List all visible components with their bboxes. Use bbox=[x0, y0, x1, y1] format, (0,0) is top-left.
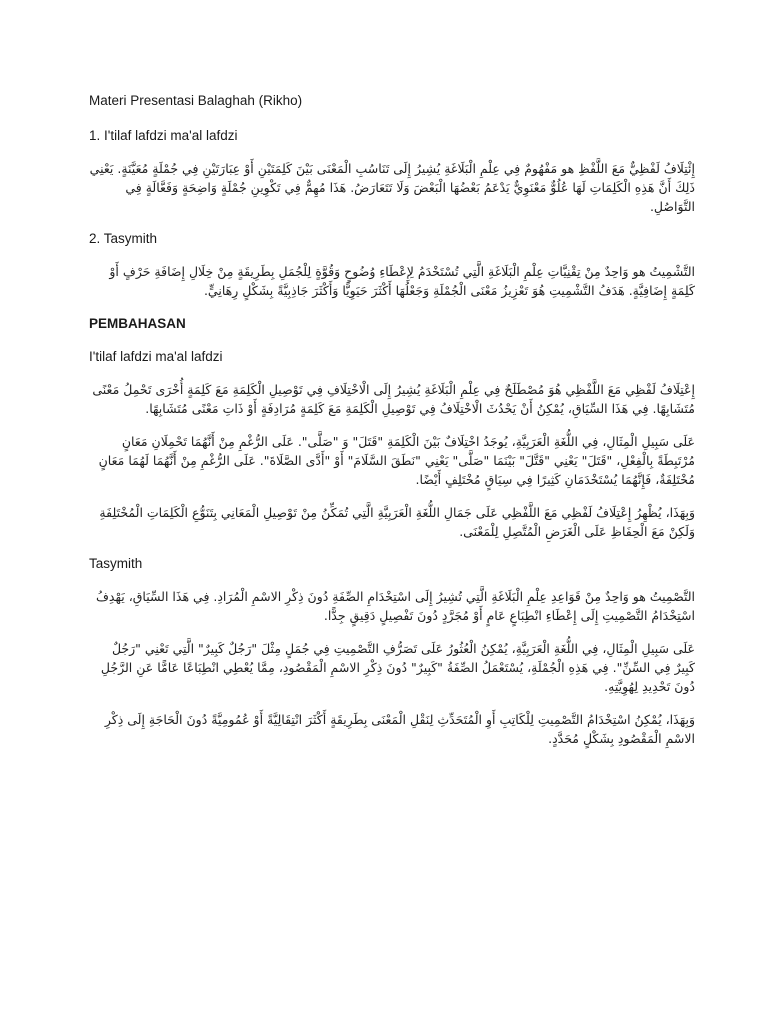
document-title: Materi Presentasi Balaghah (Rikho) bbox=[89, 93, 303, 108]
arabic-paragraph-tasymith-conclusion: وَبِهَذَا، يُمْكِنُ اسْتِخْدَامُ التَّصْمِيتِ لِلْكَاتِبِ أَوِ الْمُتَحَدِّثِ لِنَقْلِ الْمَعْنَى بِطَرِيقَةٍ أَكْثَرَ انْتِقَالِيَّةً أَوْ عُمُومِيَّةً دُونَ الْحَاجَةِ إِلَى ذِكْرِ الاسْمِ الْمَقْصُودِ بِشَكْلٍ مُحَدَّدٍ. bbox=[104, 712, 695, 746]
section-heading-itilaf: 1. I'tilaf lafdzi ma'al lafdzi bbox=[89, 128, 238, 143]
section-heading-tasymith: 2. Tasymith bbox=[89, 231, 158, 246]
arabic-paragraph-itilaf-example: عَلَى سَبِيلِ الْمِثَالِ، فِي اللُّغَةِ الْعَرَبِيَّةِ، يُوجَدُ اخْتِلَافٌ بَيْنَ الْكَلِمَةِ "قَتَلَ" وَ "صَلَّى". عَلَى الرُّغْمِ مِنْ أَنَّهُمَا تَحْمِلَانِ مَعَانٍ مُرْتَبِطَةً بِالْفِعْلِ، "قَتَلَ" يَعْنِي "قَتَّلَ" بَيْنَمَا "صَلَّى" يَعْنِي "نَطَقَ السَّلَامَ" أَوْ "أَدَّى الصَّلَاةَ". عَلَى الرُّغْمِ مِنْ أَنَّهُمَا لَهُمَا مَعَانٍ مُخْتَلِفَةٌ، فَإِنَّهُمَا يُسْتَخْدَمَانِ كَثِيرًا فِي سِيَاقٍ مُخْتَلِفٍ أَيْضًا. bbox=[98, 434, 695, 487]
arabic-paragraph-itilaf: إِئْتِلَافُ لَفْظِيٌّ مَعَ اللَّفْظِ هو مَفْهُومٌ فِي عِلْمِ الْبَلَاغَةِ يُشِيرُ إِلَى تَنَاسُبِ الْمَعْنَى بَيْنَ كَلِمَتَيْنِ أَوْ عِبَارَتَيْنِ فِي جُمْلَةٍ مُعَيَّنَةٍ. يَعْنِي ذَلِكَ أَنَّ هَذِهِ الْكَلِمَاتِ لَهَا عُلُوٌّ مَعْنَوِيٌّ يَدْعَمُ بَعْضُهَا الْبَعْضَ وَلَا تَتَعَارَضُ. هَذَا مُهِمٌّ فِي تَكْوِينِ جُمْلَةٍ وَاضِحَةٍ وَفَعَّالَةٍ فِي التَّوَاصُلِ. bbox=[89, 161, 695, 214]
arabic-paragraph-itilaf-conclusion: وَبِهَذَا، يُظْهِرُ إِعْتِلَافُ لَفْظِي مَعَ اللَّفْظِي عَلَى جَمَالِ اللُّغَةِ الْعَرَبِيَّةِ الَّتِي تُمَكِّنُ مِنْ تَوْصِيلِ الْمَعَانِي بِتَنَوُّعِ الْكَلِمَاتِ الْمُخْتَلِفَةِ وَلَكِنْ مَعَ الْحِفَاظِ عَلَى الْغَرَضِ الْمُتَّصِلِ لِلْمَعْنَى. bbox=[99, 505, 695, 539]
arabic-paragraph-itilaf-definition: إِعْتِلَافُ لَفْظِي مَعَ اللَّفْظِي هُوَ مُصْطَلَحٌ فِي عِلْمِ الْبَلَاغَةِ يُشِيرُ إِلَى الْاخْتِلَافِ فِي تَوْصِيلِ الْكَلِمَةِ مَعَ كَلِمَةٍ أُخْرَى تَحْمِلُ مَعْنًى مُتَشَابِهًا. فِي هَذَا السِّيَاقِ، يُمْكِنُ أَنْ يَحْدُثَ الْاخْتِلَافُ فِي تَوْصِيلِ الْكَلِمَةِ مَعَ كَلِمَةٍ مُرَادِفَةٍ أَوْ ذَاتِ مَعْنًى مُتَشَابِهًا. bbox=[92, 382, 695, 416]
arabic-paragraph-tasymith: التَّشْمِيتُ هو وَاحِدٌ مِنْ تِقْنِيَّاتِ عِلْمِ الْبَلَاغَةِ الَّتِي تُسْتَخْدَمُ لِإِعْطَاءِ وُضُوحٍ وَقُوَّةٍ لِلْجُمَلِ بِطَرِيقَةٍ مِنْ خِلَالِ إِضَافَةِ حَرْفٍ أَوْ كَلِمَةٍ إِضَافِيَّةٍ. هَدَفُ التَّشْمِيتِ هُوَ تَعْزِيزُ مَعْنَى الْجُمْلَةِ وَجَعْلُهَا أَكْثَرَ حَيَوِيًّا وَأَكْثَرَ جَاذِبِيَّةً بِشَكْلٍ رِهَانِيٍّ. bbox=[109, 264, 695, 298]
pembahasan-heading: PEMBAHASAN bbox=[89, 316, 186, 331]
arabic-paragraph-tasymith-example: عَلَى سَبِيلِ الْمِثَالِ، فِي اللُّغَةِ الْعَرَبِيَّةِ، يُمْكِنُ الْعُثُورُ عَلَى تَصَرُّفِ التَّصْمِيتِ فِي جُمَلٍ مِثْلَ "رَجُلٌ كَبِيرٌ" الَّتِي تَعْنِي "رَجُلٌ كَبِيرٌ فِي السِّنِّ". فِي هَذِهِ الْجُمْلَةِ، يُسْتَعْمَلُ الصِّفَةُ "كَبِيرٌ" دُونَ ذِكْرِ الاسْمِ الْمَقْصُودِ، مِمَّا يُعْطِي انْطِبَاعًا عَامًّا عَنِ الرَّجُلِ دُونَ تَحْدِيدِ لِهُوِيَّتِهِ. bbox=[100, 641, 695, 694]
subheading-itilaf: I'tilaf lafdzi ma'al lafdzi bbox=[89, 349, 223, 364]
subheading-tasymith: Tasymith bbox=[89, 556, 143, 571]
arabic-paragraph-tasymith-definition: التَّصْمِيتُ هو وَاحِدٌ مِنْ قَوَاعِدِ عِلْمِ الْبَلَاغَةِ الَّتِي تُشِيرُ إِلَى اسْتِخْدَامِ الصِّفَةِ دُونَ ذِكْرِ الاسْمِ الْمُرَادِ. فِي هَذَا السِّيَاقِ، يَهْدِفُ اسْتِخْدَامُ التَّصْمِيتِ إِلَى إِعْطَاءِ انْطِبَاعٍ عَامٍ أَوْ مُجَرَّدٍ دُونَ تَفْصِيلٍ دَقِيقٍ جِدًّا. bbox=[95, 589, 695, 623]
document-body bbox=[89, 92, 695, 748]
